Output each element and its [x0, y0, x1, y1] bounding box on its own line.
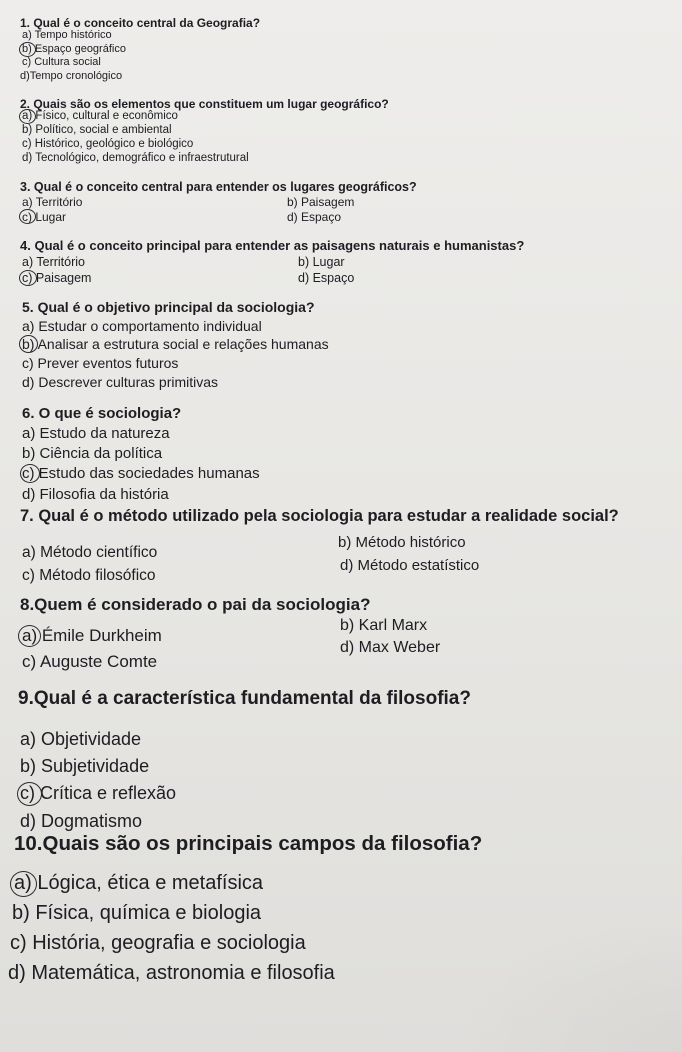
question-5-option-b[interactable]: b) Analisar a estrutura social e relações humanas — [22, 336, 329, 352]
question-7-option-b[interactable]: b) Método histórico — [338, 534, 466, 551]
answer-circle-mark — [19, 335, 38, 353]
question-10-option-a[interactable]: a) Lógica, ética e metafísica — [14, 872, 264, 894]
question-5-option-d[interactable]: d) Descrever culturas primitivas — [22, 374, 219, 390]
question-6-option-a[interactable]: a) Estudo da natureza — [22, 425, 170, 442]
question-9-title: 9.Qual é a característica fundamental da filosofia? — [18, 688, 471, 709]
question-8-title: 8.Quem é considerado o pai da sociologia? — [20, 595, 371, 614]
question-9-option-b[interactable]: b) Subjetividade — [20, 756, 150, 776]
answer-circle-mark — [19, 209, 36, 224]
question-7-title: 7. Qual é o método utilizado pela sociologia para estudar a realidade social? — [20, 507, 619, 525]
answer-circle-mark — [20, 464, 40, 483]
question-9-option-a[interactable]: a) Objetividade — [20, 729, 142, 749]
question-5-option-c[interactable]: c) Prever eventos futuros — [22, 355, 179, 371]
question-8-option-a[interactable]: a) Émile Durkheim — [22, 626, 162, 645]
question-3-option-c[interactable]: c) Lugar — [22, 210, 67, 224]
question-2-title: 2. Quais são os elementos que constituem um lugar geográfico? — [20, 97, 389, 111]
question-3-option-b[interactable]: b) Paisagem — [287, 195, 355, 209]
question-9-option-c[interactable]: c) Crítica e reflexão — [20, 783, 177, 803]
question-2-option-b[interactable]: b) Político, social e ambiental — [22, 124, 172, 136]
question-6-option-d[interactable]: d) Filosofia da história — [22, 486, 169, 503]
question-10-option-d[interactable]: d) Matemática, astronomia e filosofia — [8, 962, 335, 984]
answer-circle-mark — [18, 625, 41, 647]
question-3-option-d[interactable]: d) Espaço — [287, 210, 342, 224]
answer-circle-mark — [19, 270, 37, 286]
question-4-option-d[interactable]: d) Espaço — [298, 271, 355, 285]
question-10-option-b[interactable]: b) Física, química e biologia — [12, 902, 262, 924]
question-6-title: 6. O que é sociologia? — [22, 405, 182, 422]
question-5-option-a[interactable]: a) Estudar o comportamento individual — [22, 318, 262, 334]
question-2-option-a[interactable]: a) Físico, cultural e econômico — [22, 110, 178, 122]
question-8-option-b[interactable]: b) Karl Marx — [340, 617, 428, 634]
question-10-option-c[interactable]: c) História, geografia e sociologia — [10, 932, 306, 954]
question-6-option-c[interactable]: c) Estudo das sociedades humanas — [22, 465, 260, 482]
answer-circle-mark — [19, 42, 36, 57]
answer-circle-mark — [10, 871, 37, 897]
question-4-title: 4. Qual é o conceito principal para entender as paisagens naturais e humanistas? — [20, 238, 525, 253]
question-4-option-c[interactable]: c) Paisagem — [22, 271, 92, 285]
question-7-option-c[interactable]: c) Método filosófico — [22, 567, 156, 584]
question-3-option-a[interactable]: a) Território — [22, 195, 83, 209]
question-9-option-d[interactable]: d) Dogmatismo — [20, 811, 143, 831]
question-7-option-a[interactable]: a) Método científico — [22, 544, 158, 561]
question-7-option-d[interactable]: d) Método estatístico — [340, 557, 480, 574]
question-1-option-c[interactable]: c) Cultura social — [22, 56, 101, 68]
question-1-title: 1. Qual é o conceito central da Geografia? — [20, 16, 261, 30]
question-4-option-a[interactable]: a) Território — [22, 255, 85, 269]
question-6-option-b[interactable]: b) Ciência da política — [22, 445, 163, 462]
question-5-title: 5. Qual é o objetivo principal da sociologia? — [22, 299, 315, 315]
question-1-option-a[interactable]: a) Tempo histórico — [22, 29, 112, 41]
question-8-option-d[interactable]: d) Max Weber — [340, 639, 441, 656]
question-3-title: 3. Qual é o conceito central para entender os lugares geográficos? — [20, 180, 417, 194]
question-4-option-b[interactable]: b) Lugar — [298, 255, 345, 269]
question-1-option-b[interactable]: b) Espaço geográfico — [22, 43, 126, 55]
question-1-option-d[interactable]: d)Tempo cronológico — [20, 70, 123, 82]
question-2-option-c[interactable]: c) Histórico, geológico e biológico — [22, 138, 194, 150]
question-10-title: 10.Quais são os principais campos da filosofia? — [14, 832, 483, 855]
question-2-option-d[interactable]: d) Tecnológico, demográfico e infraestrutural — [22, 152, 249, 164]
answer-circle-mark — [17, 782, 42, 806]
question-8-option-c[interactable]: c) Auguste Comte — [22, 652, 158, 671]
answer-circle-mark — [19, 109, 36, 124]
paper-shadow — [452, 912, 682, 1052]
